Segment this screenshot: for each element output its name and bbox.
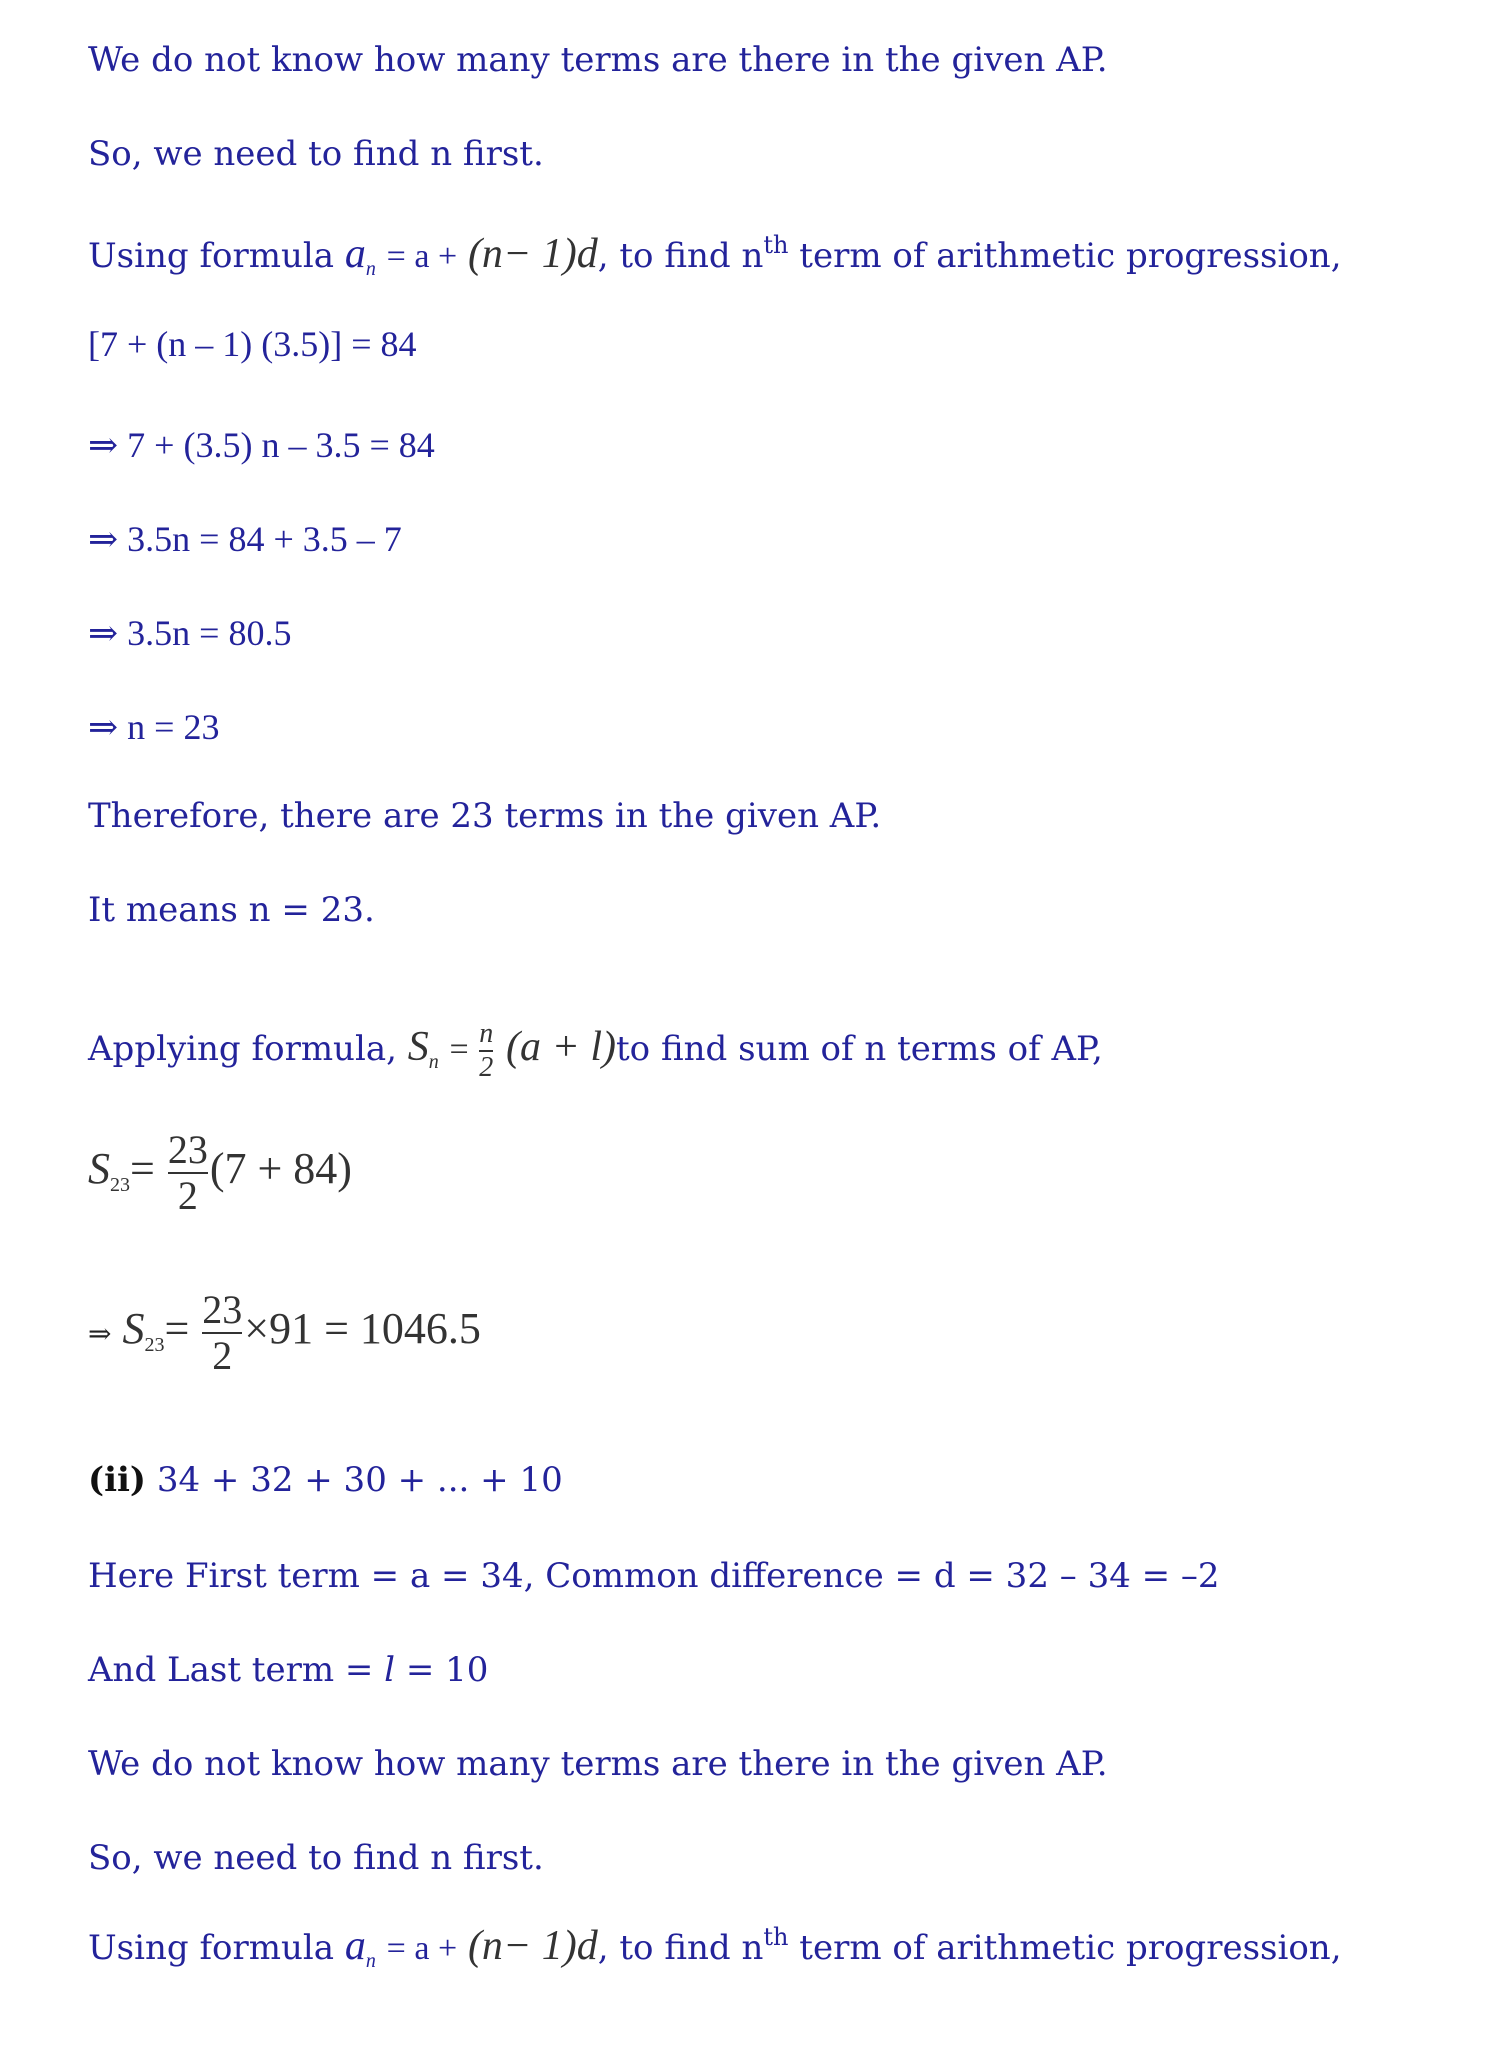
equals-sign: = bbox=[164, 1304, 190, 1354]
fraction-numerator: 23 bbox=[167, 1127, 208, 1172]
formula-intro: Using formula bbox=[88, 1928, 335, 1968]
sentence-post: = 10 bbox=[395, 1650, 489, 1690]
equation: ⇒ 3.5n = 84 + 3.5 – 7 bbox=[88, 519, 402, 559]
equation: ⇒ 3.5n = 80.5 bbox=[88, 613, 292, 653]
sum-subscript: 23 bbox=[110, 1174, 130, 1197]
text-line bbox=[88, 40, 1108, 80]
fraction-denominator: 2 bbox=[177, 1173, 198, 1218]
sentence-pre: And Last term = bbox=[88, 1650, 385, 1690]
sentence: We do not know how many terms are there in the given AP. bbox=[88, 1744, 1108, 1784]
formula-post: , to find n bbox=[597, 1928, 764, 1968]
formula-paren: (a + l) bbox=[506, 1024, 617, 1070]
sentence: So, we need to find n first. bbox=[88, 1838, 544, 1878]
superscript-th: th bbox=[763, 231, 789, 259]
sentence: We do not know how many terms are there in the given AP. bbox=[88, 40, 1108, 80]
formula-equals: = a + bbox=[386, 1930, 458, 1967]
formula-line bbox=[88, 1922, 1342, 1970]
sum-subscript: 23 bbox=[144, 1334, 165, 1357]
equals-sign: = bbox=[130, 1144, 155, 1194]
fraction-numerator: n bbox=[479, 1018, 494, 1049]
formula-post: , to find n bbox=[597, 236, 764, 276]
text-line bbox=[88, 1650, 488, 1690]
formula-post: to find sum of n terms of AP, bbox=[616, 1029, 1103, 1069]
text-line bbox=[88, 1838, 544, 1878]
fraction-numerator: 23 bbox=[202, 1287, 243, 1332]
sentence: Therefore, there are 23 terms in the given AP. bbox=[88, 796, 882, 836]
text-line bbox=[88, 890, 375, 930]
formula-paren: (n− 1)d bbox=[467, 1923, 598, 1969]
formula-a: a bbox=[344, 1923, 366, 1969]
formula-equals: = a + bbox=[386, 238, 458, 275]
sentence: It means n = 23. bbox=[88, 890, 375, 930]
subquestion-label: (ii) bbox=[88, 1460, 147, 1500]
last-term-symbol: l bbox=[384, 1650, 396, 1690]
equation-line bbox=[88, 706, 219, 748]
formula-line bbox=[88, 230, 1342, 278]
text-line bbox=[88, 1744, 1108, 1784]
text-line bbox=[88, 134, 544, 174]
equation: ⇒ 7 + (3.5) n – 3.5 = 84 bbox=[88, 425, 435, 465]
formula-intro: Using formula bbox=[88, 236, 335, 276]
formula-paren: (n− 1)d bbox=[467, 231, 598, 277]
equation-line bbox=[88, 1127, 352, 1218]
equation: [7 + (n – 1) (3.5)] = 84 bbox=[88, 324, 417, 364]
formula-post-b: term of arithmetic progression, bbox=[788, 236, 1342, 276]
formula-equals: = bbox=[449, 1031, 478, 1068]
sum-symbol: S bbox=[88, 1144, 110, 1194]
equation-line bbox=[88, 612, 291, 654]
sum-symbol: S bbox=[407, 1024, 429, 1070]
subquestion-series: 34 + 32 + 30 + ... + 10 bbox=[146, 1460, 563, 1500]
equation: ⇒ n = 23 bbox=[88, 707, 220, 747]
formula-a: a bbox=[344, 231, 366, 277]
superscript-th: th bbox=[763, 1923, 789, 1951]
formula-subscript: n bbox=[365, 1950, 376, 1972]
formula-subscript: n bbox=[365, 258, 376, 280]
formula-post-b: term of arithmetic progression, bbox=[788, 1928, 1342, 1968]
sum-subscript: n bbox=[428, 1051, 439, 1073]
fraction-n-over-2 bbox=[479, 1020, 493, 1082]
fraction-denominator: 2 bbox=[212, 1333, 233, 1378]
equation-line bbox=[88, 424, 435, 466]
formula-intro: Applying formula, bbox=[88, 1029, 397, 1069]
text-line bbox=[88, 1556, 1220, 1596]
sentence: So, we need to find n first. bbox=[88, 134, 544, 174]
fraction-denominator: 2 bbox=[479, 1052, 494, 1083]
text-line bbox=[88, 796, 881, 836]
equation-line bbox=[88, 1287, 481, 1378]
fraction-23-over-2 bbox=[202, 1287, 243, 1378]
formula-line bbox=[88, 1020, 1103, 1082]
equation-line bbox=[88, 323, 417, 365]
sentence: Here First term = a = 34, Common difference = d = 32 – 34 = –2 bbox=[88, 1556, 1220, 1596]
equation-line bbox=[88, 518, 402, 560]
sum-symbol: S bbox=[122, 1304, 145, 1354]
fraction-23-over-2 bbox=[167, 1127, 208, 1218]
subquestion-heading bbox=[88, 1460, 563, 1500]
equation-rest: (7 + 84) bbox=[209, 1144, 352, 1194]
implies-arrow: ⇒ bbox=[88, 1319, 112, 1351]
equation-rest: ×91 = 1046.5 bbox=[244, 1304, 481, 1354]
